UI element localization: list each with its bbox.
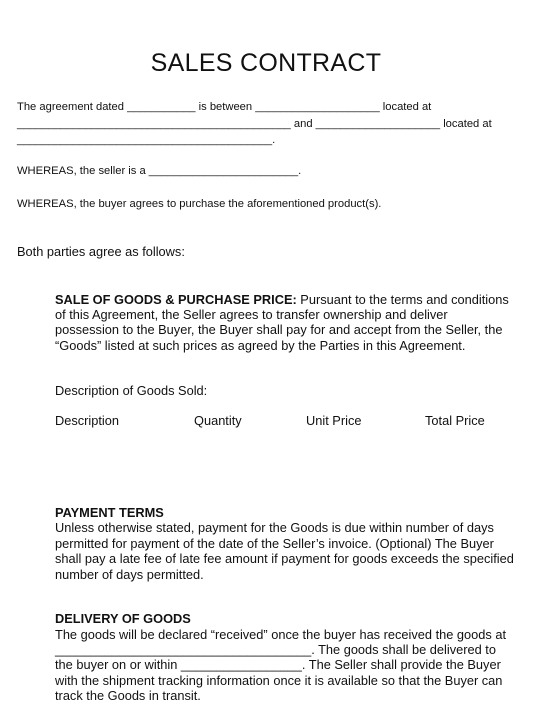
sale-section-line-1	[55, 292, 509, 308]
payment-section-heading: PAYMENT TERMS	[55, 505, 164, 520]
payment-section-line: shall pay a late fee of late fee amount if payment for goods exceeds the specified	[55, 551, 514, 566]
whereas-buyer-clause: WHEREAS, the buyer agrees to purchase the aforementioned product(s).	[17, 198, 382, 210]
delivery-section-line: the buyer on or within _________________. The Seller shall provide the Buyer	[55, 657, 501, 672]
sale-section-text: Pursuant to the terms and conditions	[296, 292, 509, 307]
payment-section-line: number of days permitted.	[55, 567, 204, 582]
intro-line-3: _________________________________________.	[17, 134, 276, 146]
delivery-section-line: with the shipment tracking information once it is available so that the Buyer can	[55, 673, 503, 688]
payment-section-line: permitted for payment of the date of the Seller’s invoice. (Optional) The Buyer	[55, 536, 494, 551]
column-header-total-price: Total Price	[425, 413, 485, 428]
delivery-section-heading: DELIVERY OF GOODS	[55, 611, 191, 626]
sale-section-line-3: possession to the Buyer, the Buyer shall pay for and accept from the Seller, the	[55, 322, 503, 337]
sale-section-heading: SALE OF GOODS & PURCHASE PRICE:	[55, 292, 297, 307]
delivery-section-line: The goods will be declared “received” once the buyer has received the goods at	[55, 627, 507, 642]
column-header-description: Description	[55, 413, 120, 428]
document-title: SALES CONTRACT	[150, 49, 382, 77]
sale-section-line-2: of this Agreement, the Seller agrees to transfer ownership and deliver	[55, 307, 448, 322]
payment-section-line: Unless otherwise stated, payment for the Goods is due within number of days	[55, 520, 494, 535]
intro-line-2: ____________________________________________ and ____________________ located at	[17, 118, 492, 130]
sale-section-line-4: “Goods” listed at such prices as agreed by the Parties in this Agreement.	[55, 338, 466, 353]
column-header-quantity: Quantity	[194, 413, 242, 428]
delivery-section-line: track the Goods in transit.	[55, 688, 201, 703]
goods-table-caption: Description of Goods Sold:	[55, 383, 208, 398]
intro-line-1: The agreement dated ___________ is between ____________________ located at	[17, 101, 432, 113]
column-header-unit-price: Unit Price	[306, 413, 362, 428]
both-parties-statement: Both parties agree as follows:	[17, 244, 185, 259]
whereas-seller-clause: WHEREAS, the seller is a ________________________.	[17, 165, 302, 177]
delivery-section-line: ____________________________________. The goods shall be delivered to	[55, 642, 496, 657]
